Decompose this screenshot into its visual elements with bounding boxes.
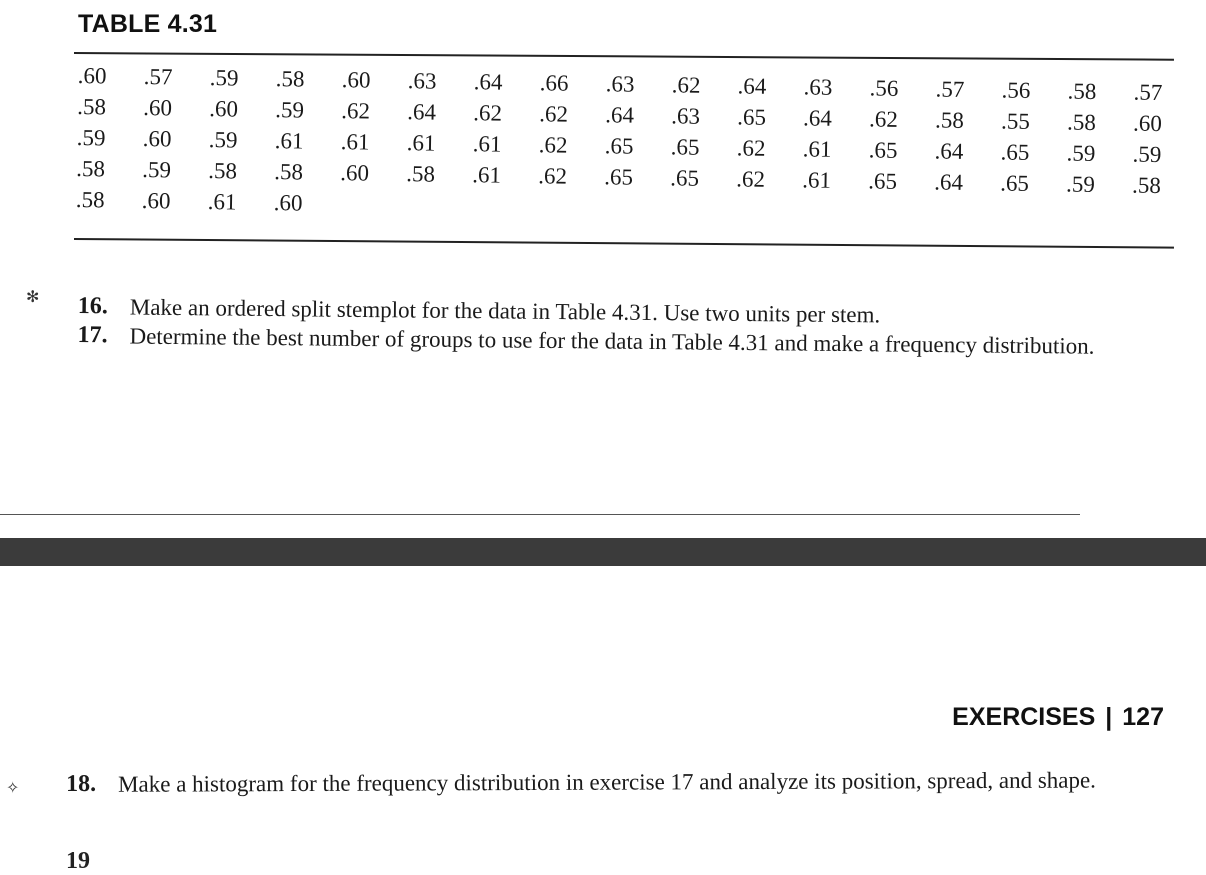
table-cell: .65 [670,134,700,160]
page-bottom-rule [0,514,1080,515]
data-table [76,60,1178,232]
table-cell: .61 [406,130,436,156]
table-cell: .62 [539,101,569,127]
table-cell: .58 [76,155,106,182]
table-cell: .59 [1065,171,1096,197]
table-cell: .60 [142,126,172,152]
table-cell: .58 [77,93,107,120]
table-cell: .63 [605,71,635,97]
table-cell: .65 [868,137,898,163]
exercise-number: 18. [66,770,97,797]
table-cell: .59 [1132,141,1162,168]
table-cell: .58 [1067,78,1097,104]
table-cell: .64 [934,138,964,164]
table-cell: .64 [407,99,437,125]
table-cell: .64 [933,169,964,195]
table-cell: .64 [605,102,635,128]
table-bottom-rule [74,238,1174,249]
table-cell: .64 [737,73,767,99]
table-cell: .61 [274,128,304,154]
table-cell: .57 [143,64,173,90]
table-cell: .60 [77,62,107,89]
table-cell: .58 [274,159,304,185]
table-cell: .61 [472,162,502,188]
table-cell: .61 [802,167,832,193]
table-cell: .62 [736,135,766,161]
table-cell: .65 [868,168,898,194]
table-title: TABLE 4.31 [78,10,218,38]
table-cell: .62 [538,163,568,189]
margin-asterisk-icon: ✻ [26,289,40,306]
table-cell: .60 [340,160,370,186]
table-cell: .58 [75,186,105,213]
section-title: EXERCISES [952,703,1096,731]
table-cell: .61 [340,129,370,155]
exercise-text: Determine the best number of groups to use for the data in Table 4.31 and make a frequency distribution. [129,323,1095,359]
table-cell: .58 [275,66,305,92]
table-cell: .59 [1066,140,1096,166]
exercise-list-top [77,292,1178,362]
exercise-text: Make a histogram for the frequency distribution in exercise 17 and analyze its position, spread, and shape. [118,767,1096,797]
table-cell: .65 [604,164,634,190]
table-cell: .64 [473,69,503,95]
table-cell: .62 [473,100,503,126]
table-cell: .63 [803,74,833,100]
table-cell: .61 [472,131,502,157]
table-cell: .60 [141,188,171,214]
table-cell: .58 [1066,109,1097,135]
table-cell: .62 [341,98,371,124]
exercise-18 [66,765,1176,799]
table-cell: .63 [671,103,701,129]
table-cell: .60 [209,96,239,122]
page-separator-band [0,538,1206,566]
exercise-list-bottom [66,765,1176,799]
running-header [952,703,1164,732]
table-cell: .61 [207,189,237,215]
table-cell: .55 [1000,108,1031,134]
table-top-rule [74,52,1174,61]
table-cell: .64 [802,105,833,131]
table-cell: .62 [671,72,701,98]
table-cell: .62 [736,166,766,192]
table-cell: .63 [407,68,437,94]
table-cell: .59 [275,97,305,123]
table-cell: .65 [670,165,700,191]
table-cell: .58 [208,158,238,184]
table-cell: .60 [143,95,173,121]
table-cell: .59 [76,124,106,151]
table-cell: .60 [273,190,303,216]
table-cell: .58 [406,161,436,187]
cutoff-exercise-number: 19 [66,848,90,874]
exercise-number: 17. [77,321,108,349]
table-cell: .65 [736,104,767,130]
table-cell: .65 [1000,139,1030,165]
table-cell: .58 [934,107,965,133]
table-cell: .59 [142,157,172,183]
table-cell: .62 [868,106,899,132]
margin-star-icon: ✧ [6,780,20,797]
table-cell: .60 [341,67,371,93]
table-cell: .57 [935,76,965,102]
table-cell: .57 [1133,79,1163,106]
table-cell: .65 [999,170,1030,196]
header-separator: | [1105,703,1113,731]
page-number: 127 [1122,703,1164,731]
table-cell: .59 [208,127,238,153]
table-cell: .59 [209,65,239,91]
table-cell: .56 [869,75,899,101]
table-cell: .66 [539,70,569,96]
table-cell: .65 [604,133,634,159]
table-cell: .58 [1131,172,1162,199]
table-cell: .60 [1132,110,1163,137]
table-cell: .61 [802,136,832,162]
exercise-number: 16. [77,292,108,320]
exercise-text: Make an ordered split stemplot for the data in Table 4.31. Use two units per stem. [129,294,881,328]
table-cell: .62 [538,132,568,158]
table-cell: .56 [1001,77,1031,103]
